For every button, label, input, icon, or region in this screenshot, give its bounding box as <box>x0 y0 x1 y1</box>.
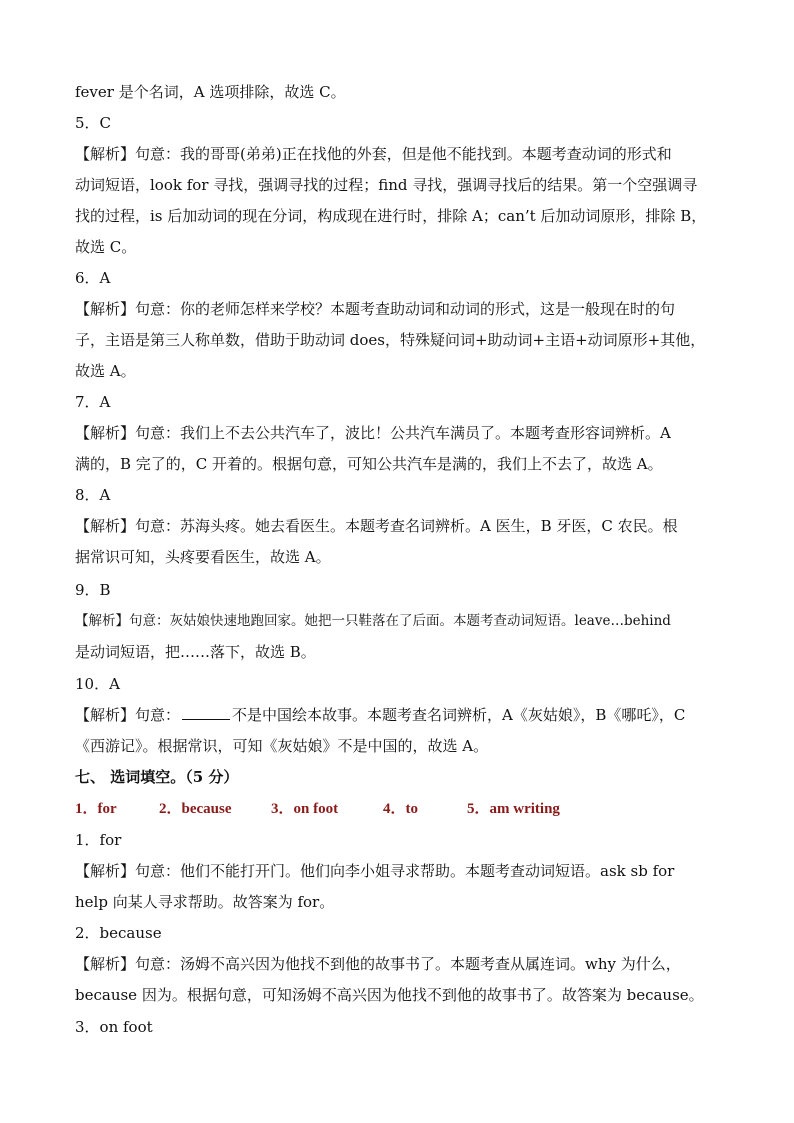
text-line: 【解析】句意：苏海头疼。她去看医生。本题考查名词辨析。A 医生，B 牙医，C 农民。根 <box>75 517 678 535</box>
answer-item: 4．to <box>383 801 418 817</box>
question-number: 9．B <box>75 581 111 599</box>
question-number: 7．A <box>75 393 111 411</box>
question-number: 1．for <box>75 831 122 849</box>
text-segment: 【解析】句意： <box>75 706 181 724</box>
text-line: 【解析】句意：我的哥哥(弟弟)正在找他的外套，但是他不能找到。本题考查动词的形式和 <box>75 145 672 163</box>
section-title: 七、 选词填空。（5 分） <box>75 768 239 786</box>
text-line: help 向某人寻求帮助。故答案为 for。 <box>75 893 335 911</box>
question-number: 6．A <box>75 269 111 287</box>
text-line: 动词短语，look for 寻找，强调寻找的过程；find 寻找，强调寻找后的结果。第一个空强调寻 <box>75 176 698 194</box>
text-line: 故选 C。 <box>75 238 137 256</box>
question-number: 5．C <box>75 114 112 132</box>
question-number: 2．because <box>75 924 162 942</box>
answer-item: 3．on foot <box>271 801 339 817</box>
blank-underline <box>182 705 230 720</box>
text-line: 【解析】句意：灰姑娘快速地跑回家。她把一只鞋落在了后面。本题考查动词短语。leave…behind <box>75 613 671 629</box>
text-line: 【解析】句意：我们上不去公共汽车了，波比！公共汽车满员了。本题考查形容词辨析。A <box>75 424 671 442</box>
text-line: because 因为。根据句意，可知汤姆不高兴因为他找不到他的故事书了。故答案为 because。 <box>75 986 704 1004</box>
text-line: 《西游记》。根据常识，可知《灰姑娘》不是中国的，故选 A。 <box>75 737 489 755</box>
answer-item: 2．because <box>159 801 232 817</box>
question-number: 8．A <box>75 486 111 504</box>
question-number: 3．on foot <box>75 1018 153 1036</box>
text-segment: 不是中国绘本故事。本题考查名词辨析，A《灰姑娘》，B《哪吒》，C <box>232 706 686 724</box>
text-line: 是动词短语，把……落下，故选 B。 <box>75 643 316 661</box>
question-number: 10．A <box>75 675 120 693</box>
text-line: 【解析】句意：他们不能打开门。他们向李小姐寻求帮助。本题考查动词短语。ask sb for <box>75 862 675 880</box>
text-line: 故选 A。 <box>75 362 136 380</box>
text-line: 找的过程，is 后加动词的现在分词，构成现在进行时，排除 A；can’t 后加动词原形，排除 B， <box>75 207 707 225</box>
text-line: 据常识可知，头疼要看医生，故选 A。 <box>75 548 331 566</box>
answer-item: 5．am writing <box>467 801 560 817</box>
text-line: 【解析】句意：你的老师怎样来学校？本题考查助动词和动词的形式，这是一般现在时的句 <box>75 300 676 318</box>
text-line: fever 是个名词，A 选项排除，故选 C。 <box>75 83 346 101</box>
answer-item: 1．for <box>75 801 117 817</box>
answer-key-row <box>75 799 725 819</box>
text-line: 满的，B 完了的，C 开着的。根据句意，可知公共汽车是满的，我们上不去了，故选 A。 <box>75 455 663 473</box>
text-line: 子，主语是第三人称单数，借助于助动词 does，特殊疑问词+助动词+主语+动词原形+其他， <box>75 331 706 349</box>
text-line-with-blank <box>75 705 725 725</box>
text-line: 【解析】句意：汤姆不高兴因为他找不到他的故事书了。本题考查从属连词。why 为什么， <box>75 955 681 973</box>
